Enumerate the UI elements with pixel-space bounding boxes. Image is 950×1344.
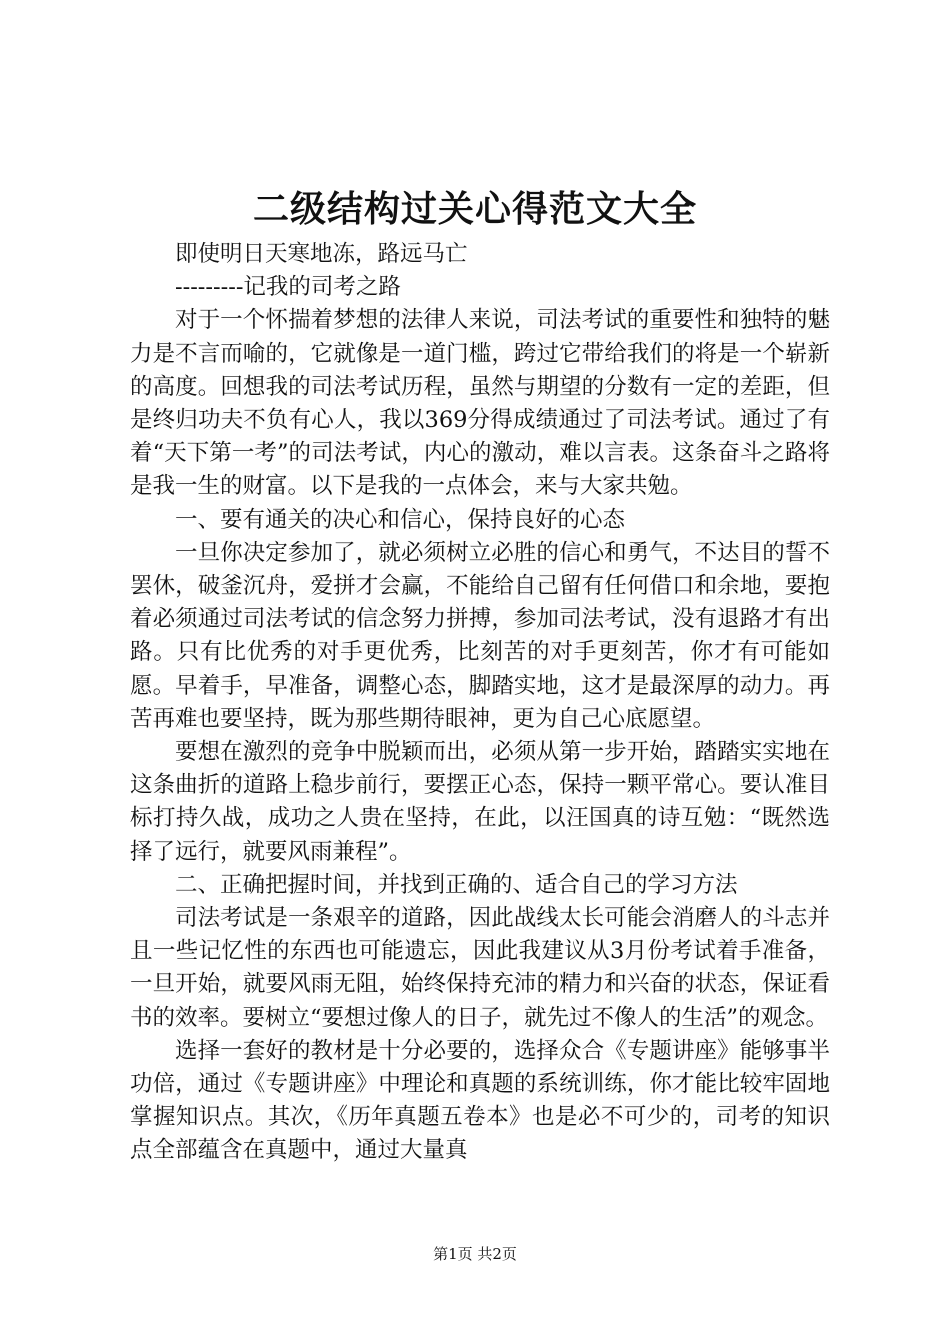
paragraph: 选择一套好的教材是十分必要的，选择众合《专题讲座》能够事半功倍，通过《专题讲座》中理论和真题的系统训练，你才能比较牢固地掌握知识点。其次，《历年真题五卷本》也是必不可少的，司考的知识点全部蕴含在真题中，通过大量真 (130, 1037, 830, 1164)
document-title: 二级结构过关心得范文大全 (252, 188, 697, 230)
paragraph: 要想在激烈的竞争中脱颖而出，必须从第一步开始，踏踏实实地在这条曲折的道路上稳步前行，要摆正心态，保持一颗平常心。要认准目标打持久战，成功之人贵在坚持，在此，以汪国真的诗互勉：“既然选择了远行，就要风雨兼程”。 (130, 739, 830, 865)
paragraph: 一旦你决定参加了，就必须树立必胜的信心和勇气，不达目的誓不罢休，破釜沉舟，爱拼才会赢，不能给自己留有任何借口和余地，要抱着必须通过司法考试的信念努力拼搏，参加司法考试，没有退路才有出路。只有比优秀的对手更优秀，比刻苦的对手更刻苦，你才有可能如愿。早着手，早准备，调整心态，脚踏实地，这才是最深厚的动力。再苦再难也要坚持，既为那些期待眼神，更为自己心底愿望。 (130, 539, 830, 732)
paragraph-intro: 对于一个怀揣着梦想的法律人来说，司法考试的重要性和独特的魅力是不言而喻的，它就像是一道门槛，跨过它带给我们的将是一个崭新的高度。回想我的司法考试历程，虽然与期望的分数有一定的差距，但是终归功夫不负有心人，我以369分得成绩通过了司法考试。通过了有着“天下第一考”的司法考试，内心的激动，难以言表。这条奋斗之路将是我一生的财富。以下是我的一点体会，来与大家共勉。 (130, 307, 830, 500)
page-footer: 第1页 共2页 (433, 1245, 517, 1263)
subtitle-byline: ---------记我的司考之路 (175, 274, 401, 301)
subtitle-line: 即使明日天寒地冻，路远马亡 (175, 241, 468, 267)
document-body (130, 238, 830, 1168)
paragraph: 司法考试是一条艰辛的道路，因此战线太长可能会消磨人的斗志并且一些记忆性的东西也可能遗忘，因此我建议从3月份考试着手准备，一旦开始，就要风雨无阻，始终保持充沛的精力和兴奋的状态，保证看书的效率。要树立“要想过像人的日子，就先过不像人的生活”的观念。 (130, 905, 830, 1031)
section-heading-2: 二、正确把握时间，并找到正确的、适合自己的学习方法 (175, 871, 738, 898)
section-heading-1: 一、要有通关的决心和信心，保持良好的心态 (175, 506, 626, 533)
